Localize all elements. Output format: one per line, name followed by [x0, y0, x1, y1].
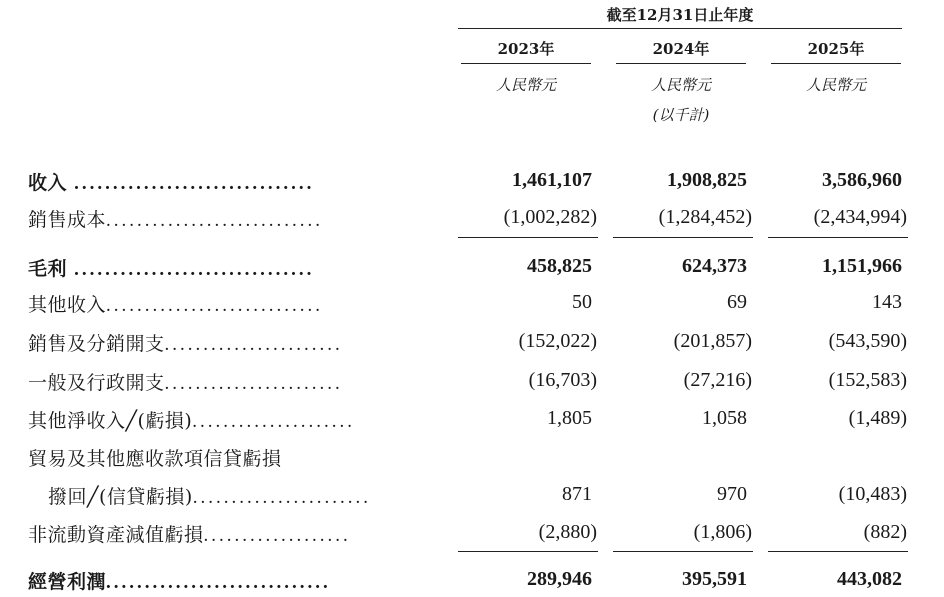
period-rule	[458, 28, 902, 29]
row-label-cost-of-sales: 銷售成本............................	[28, 209, 324, 231]
admin-expenses-2024: (27,216)	[683, 369, 752, 391]
other-net-income-2024: 1,058	[702, 407, 747, 429]
year-2025: 2025年	[807, 40, 865, 58]
operating-profit-2024: 395,591	[682, 568, 747, 590]
cost-of-sales-2024: (1,284,452)	[658, 206, 752, 228]
total-rule-2024	[613, 551, 753, 552]
row-label-reversal: 撥回╱(信貸虧損).......................	[48, 486, 372, 508]
reversal-2024: 970	[717, 483, 747, 505]
period-header: 截至12月31日止年度	[606, 6, 754, 24]
year-rule-2024	[616, 63, 746, 64]
other-net-income-2023: 1,805	[547, 407, 592, 429]
currency-2023: 人民幣元	[495, 76, 556, 94]
currency-2025: 人民幣元	[805, 76, 866, 94]
row-label-selling-expenses: 銷售及分銷開支.......................	[28, 333, 343, 355]
row-label-admin-expenses: 一般及行政開支.......................	[28, 372, 343, 394]
reversal-2025: (10,483)	[838, 483, 907, 505]
revenue-2024: 1,908,825	[667, 169, 747, 191]
impairment-2023: (2,880)	[538, 521, 597, 543]
other-income-2024: 69	[727, 291, 747, 313]
year-rule-2025	[771, 63, 901, 64]
subtotal-rule-2025	[768, 237, 908, 238]
row-label-gross-profit: 毛利 ...............................	[28, 258, 315, 280]
gross-profit-2024: 624,373	[682, 255, 747, 277]
operating-profit-2025: 443,082	[837, 568, 902, 590]
row-label-trade-receivables: 貿易及其他應收款項信貸虧損	[28, 448, 282, 470]
other-net-income-2025: (1,489)	[848, 407, 907, 429]
other-income-2023: 50	[572, 291, 592, 313]
gross-profit-2025: 1,151,966	[822, 255, 902, 277]
selling-expenses-2024: (201,857)	[673, 330, 752, 352]
impairment-2024: (1,806)	[693, 521, 752, 543]
selling-expenses-2025: (543,590)	[828, 330, 907, 352]
currency-2024: 人民幣元	[650, 76, 711, 94]
row-label-revenue: 收入 ...............................	[28, 172, 315, 194]
total-rule-2025	[768, 551, 908, 552]
impairment-2025: (882)	[863, 521, 907, 543]
reversal-2023: 871	[562, 483, 592, 505]
row-label-other-income: 其他收入............................	[28, 294, 324, 316]
year-2024: 2024年	[652, 40, 710, 58]
unit-note: (以千計)	[652, 106, 710, 124]
revenue-2025: 3,586,960	[822, 169, 902, 191]
cost-of-sales-2023: (1,002,282)	[503, 206, 597, 228]
operating-profit-2023: 289,946	[527, 568, 592, 590]
subtotal-rule-2024	[613, 237, 753, 238]
selling-expenses-2023: (152,022)	[518, 330, 597, 352]
year-2023: 2023年	[497, 40, 555, 58]
cost-of-sales-2025: (2,434,994)	[813, 206, 907, 228]
revenue-2023: 1,461,107	[512, 169, 592, 191]
other-income-2025: 143	[872, 291, 902, 313]
row-label-operating-profit: 經營利潤.............................	[28, 571, 331, 593]
row-label-other-net-income: 其他淨收入╱(虧損).....................	[28, 410, 356, 432]
gross-profit-2023: 458,825	[527, 255, 592, 277]
year-rule-2023	[461, 63, 591, 64]
total-rule-2023	[458, 551, 598, 552]
admin-expenses-2023: (16,703)	[528, 369, 597, 391]
admin-expenses-2025: (152,583)	[828, 369, 907, 391]
subtotal-rule-2023	[458, 237, 598, 238]
row-label-impairment: 非流動資產減值虧損...................	[28, 524, 351, 546]
